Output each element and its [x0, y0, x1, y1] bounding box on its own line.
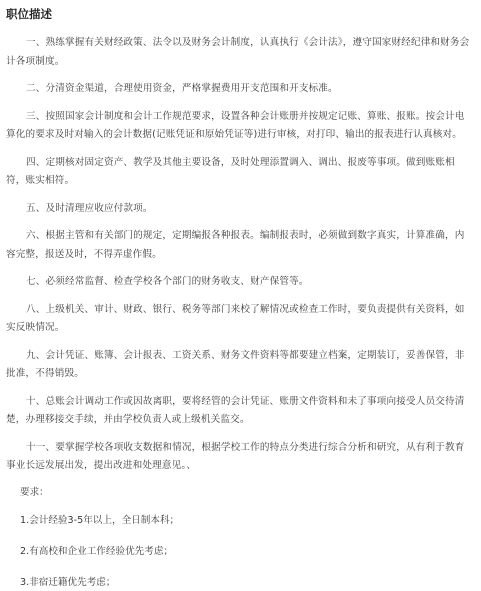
duty-paragraph: 十、总账会计调动工作或因故离职，要将经管的会计凭证、账册文件资料和未了事项向接受人员交待清楚，办理移接交手续，并由学校负责人或上级机关监交。 [6, 395, 465, 425]
duty-paragraph: 十一、要掌握学校各项收支数据和情况，根据学校工作的特点分类进行综合分析和研究，从有利于教育事业长远发展出发，提出改进和处理意见。、 [6, 441, 465, 471]
duty-paragraph: 九、会计凭证、账簿、会计报表、工资关系、财务文件资料等都要建立档案，定期装订，妥善保管，非批准，不得销毁。 [6, 349, 465, 379]
duty-paragraph: 七、必须经常监督、检查学校各个部门的财务收支、财产保管等。 [26, 276, 309, 287]
requirement-item: 3.非宿迁籍优先考虑； [20, 576, 116, 588]
requirements-label: 要求： [20, 486, 49, 498]
duty-paragraph: 一、熟练掌握有关财经政策、法令以及财务会计制度，认真执行《会计法》，遵守国家财经纪律和财务会计各项制度。 [6, 37, 470, 67]
duty-paragraph: 八、上级机关、审计、财政、银行、税务等部门来校了解情况或检查工作时，要负责提供有关资料，如实反映情况。 [6, 303, 465, 333]
duty-paragraph: 五、及时清理应收应付款项。 [26, 202, 153, 214]
duty-paragraph: 三、按照国家会计制度和会计工作规范要求，设置各种会计账册并按规定记账、算账、报账。按会计电算化的要求及时对输入的会计数据(记账凭证和原始凭证等)进行审核，对打印、输出的报表进行认真核对。 [6, 110, 465, 140]
duty-paragraph: 四、定期核对固定资产、教学及其他主要设备，及时处理添置调入、调出、报废等事项。做到账账相符，账实相符。 [6, 156, 455, 186]
page-title: 职位描述 [6, 7, 52, 21]
duty-paragraph: 六、根据主管和有关部门的规定，定期编报各种报表。编制报表时，必须做到数字真实，计算准确，内容完整，报送及时，不得弄虚作假。 [6, 230, 465, 260]
requirement-item: 2.有高校和企业工作经验优先考虑； [20, 545, 174, 557]
requirement-item: 1.会计经验3-5年以上，全日制本科； [20, 514, 180, 526]
duty-paragraph: 二、分清资金渠道，合理使用资金，严格掌握费用开支范围和开支标准。 [26, 83, 338, 94]
